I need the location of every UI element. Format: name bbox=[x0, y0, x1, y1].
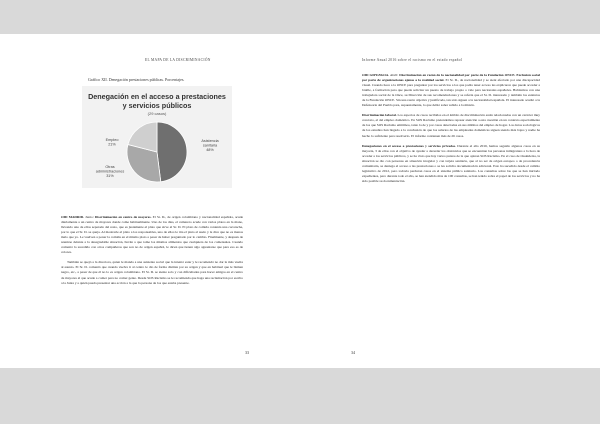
running-head: EL MAPA DE LA DISCRIMINACIÓN bbox=[145, 58, 211, 62]
paragraph-heading: Denegaciones en el acceso a prestaciones y servicios privados. bbox=[362, 143, 456, 148]
figure-caption: Gráfico XII. Denegación prestaciones públicas. Porcentajes. bbox=[88, 77, 185, 82]
running-head: Informe Anual 2016 sobre el racismo en el estado español bbox=[362, 58, 463, 62]
paragraph bbox=[362, 144, 540, 184]
pie-slice-label: Empleo bbox=[105, 138, 119, 142]
right-column-text bbox=[362, 73, 540, 189]
left-page bbox=[0, 34, 300, 368]
paragraph bbox=[61, 215, 243, 255]
pie-chart-card bbox=[82, 86, 232, 188]
right-page bbox=[300, 34, 600, 368]
pie-slice-label: sanitaria bbox=[202, 143, 218, 148]
chart-title-line1: Denegación en el acceso a prestaciones bbox=[88, 92, 226, 101]
paragraph-body: Durante el año 2016, hemos seguido algunos casos en su mayoría, 3 de ellos con el objetivo de ayudar a desvelar los obstáculos que se encuentran las personas inmigrantes a la hora de acceder a los servicios públicos, y se ha visto que hay varios puntos de la que opinan SOS Racismo. En el caso de Osakidetza, la situación se dio con personas en situación irregular y con tarjeta sanitaria, que al no ser de origen europeo o de procedencia comunitaria, se deniega el acceso a las prestaciones o se les solicita documentación adicional. Esto ha sucedido desde el cambio legislativo de 2012, pero todavía perduran casos en el sistema público sanitario. Las consultas sobre las que se han iniciado expedientes, pero durante todo el año, se han atendido más de 100 consultas, se han tenido sobre el papel de los servicios y no ha sido posible su documentación. bbox=[362, 143, 541, 183]
chart-subtitle: (29 casos) bbox=[147, 111, 167, 116]
page-number: 33 bbox=[245, 350, 249, 355]
pie-slice-label: Otras bbox=[105, 165, 115, 169]
paragraph-body: Los aspectos de casos recibidos en el ámbito de discriminación están relacionadas con un carácter muy concreto, el del empleo doméstico. En SOS Racismo pretendemos repasar atención a esta cuestión en un contexto especialmente de los que SOS Racismo emitimos, tanto la de y por casos detectadas en sus ámbitos del empleo de hogar. Los datos sociológicos de los estudios han llegado a la conclusión de que los salarios de las empleadas domésticas siguen siendo más bajos y nadie ha hecho lo suficiente para resolverlo. El informe contienen más de 26 casos. bbox=[362, 113, 540, 138]
pie-chart bbox=[82, 86, 232, 188]
paragraph-date: Junio: bbox=[84, 215, 94, 219]
paragraph bbox=[362, 73, 540, 108]
pie-slice-label: administraciones bbox=[95, 169, 125, 174]
paragraph-body: El Sr. D., de origen colombiano y nacionalidad española, acude diariamente a un centro de mayores donde come habitualmente. Uno de los días, el camarero acude con varios platos en la mano, llevando uno de ellos separado del resto, que es justamente el plato que sirve al Sr. D. El plato de comida contenía una cucaracha, por lo que el Sr. D. se queja. Al mostrarle el plato a los responsables, uno de ellos le tira el plato al suelo y le dice que no es menos malo que yo. Le vuelven a poner la comida en el mismo plato a pesar de haber preguntado por lo cambio. Finalmente, y después de reunirse delante a la desagradable situación, lleván a que tome los mismos alimentos que cualquiera de los comensales. Cuando comentó lo sucedido con otros compañeros que son no de origen español, le dicen que tienen algo aguantarse que para eso es de colores. bbox=[61, 215, 243, 255]
paragraph-date: Abril: bbox=[389, 73, 399, 77]
paragraph-lead: OID MADRID. bbox=[61, 215, 85, 219]
pie-slice-label: 31% bbox=[106, 174, 114, 179]
paragraph-heading: Discriminación en centro de mayores. bbox=[93, 215, 152, 219]
page-number: 34 bbox=[351, 350, 355, 355]
paragraph bbox=[362, 113, 540, 138]
paragraph-heading: Discriminación en razón de la nacionalidad por parte de la Fundación ONCE. Exclusión social por parte de organizaciones ajenas a la realidad social. bbox=[362, 73, 540, 83]
pie-slice-1 bbox=[157, 122, 187, 182]
paragraph-lead: OID GIPUZKOA. bbox=[362, 73, 390, 77]
pie-slice-label: 21% bbox=[108, 142, 116, 147]
paragraph-body: También se quejó a la directora, quien le manda a una asistente social que la intentó estar y le recomendó no dar la más vuelta al asunto. El Sr. D. comentó que cuando vuelva ir al centro le dio de forma distinta por su origen y que en habitual que le llamen negro, etc., a pesar de que él no lo es origen colombiano. El Sr. D. se siente solo y con dificultades para hacer amigos en el centro de mayores al que acude a comer para no comer gente. Desde SOS Racismo se le recomienda que haga una reclamación por escrito a la Junta y a quién pueda presentar una acción a la que la persona de los que estaba presente. bbox=[61, 260, 243, 285]
paragraph bbox=[61, 260, 243, 285]
pie-slice-label: Asistencia bbox=[201, 139, 219, 143]
chart-title-line2: y servicios públicos bbox=[122, 101, 192, 110]
paragraph-body: El Sr. D., de nacionalidad y se sient afectado por una discapacidad visual. Cuando hace a la ONCE para preguntar por los servicios a los que podía tener acceso les explicaron que puede acceder a braille, a formación para que pueda solicitar un puesto de trabajo propio o vale para nacionales españoles. Habitamos con una trabajadora social de la Once, su Dirección de sus recomendaciones y se refería que el Sr. D. interesado y también los estatutos de la Fundación ONCE. Sin una razón objetiva y justificada, tan sólo siguen a la nacionalidad española. El interesado acudió a la Defensoría del Pueblo para, supuestamente, lo que debió saber sabido a la misión. bbox=[362, 78, 540, 108]
paragraph-heading: Discriminación laboral. bbox=[362, 113, 397, 118]
pie-slice-label: 48% bbox=[206, 148, 214, 153]
pie-slices bbox=[127, 122, 187, 182]
left-column-text bbox=[61, 215, 243, 291]
